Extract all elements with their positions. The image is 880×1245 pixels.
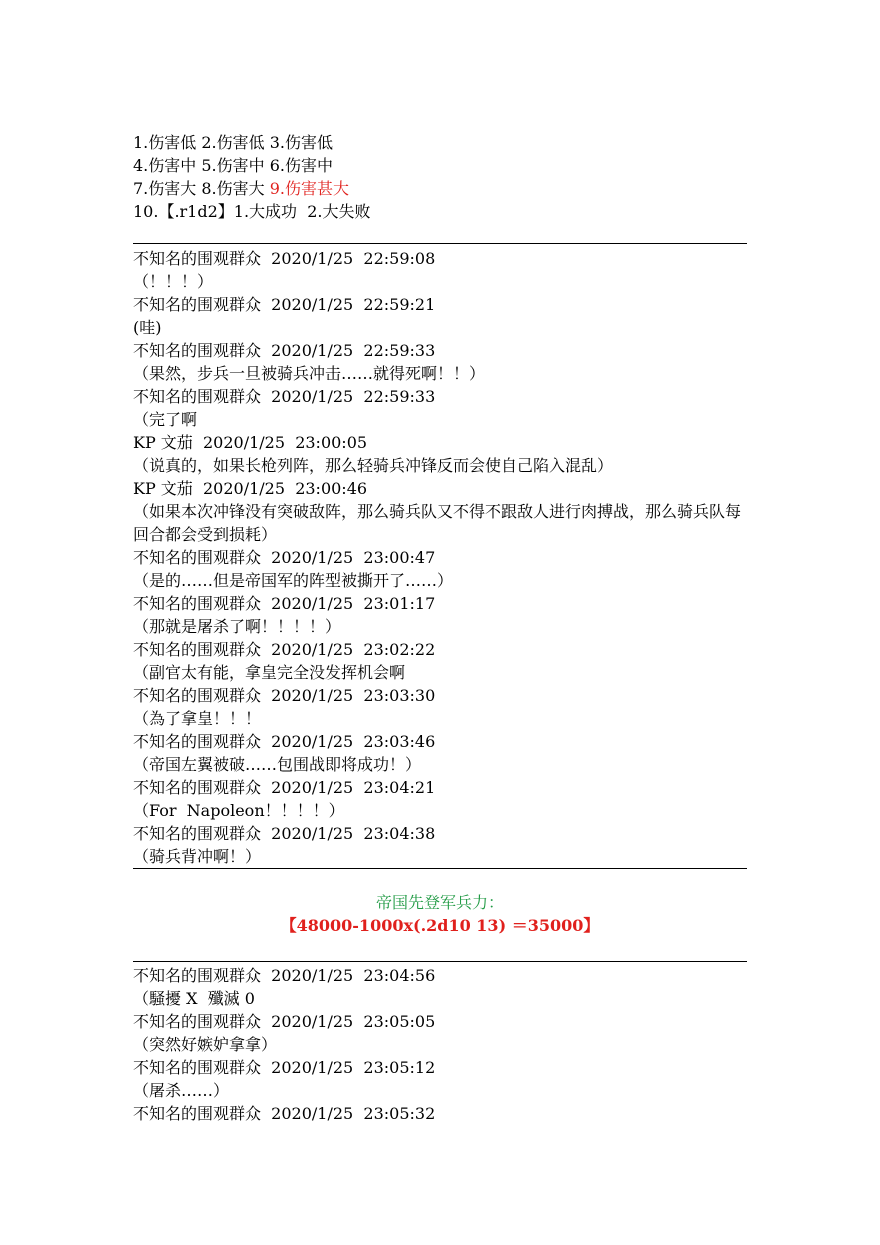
chat-message: （那就是屠杀了啊！！！！）	[133, 617, 342, 636]
option-row-3	[133, 177, 349, 200]
divider-top	[133, 243, 747, 244]
option-row-1: 1.伤害低 2.伤害低 3.伤害低	[133, 133, 333, 152]
chat-message: （！！！）	[133, 272, 214, 291]
chat-header: KP 文茄 2020/1/25 23:00:05	[133, 433, 368, 452]
chat-header: 不知名的围观群众 2020/1/25 23:04:38	[133, 824, 436, 843]
option-row-2: 4.伤害中 5.伤害中 6.伤害中	[133, 156, 333, 175]
chat-message: （騒擾 X 殲滅 0	[133, 989, 255, 1008]
chat-header: 不知名的围观群众 2020/1/25 22:59:21	[133, 295, 436, 314]
chat-header: 不知名的围观群众 2020/1/25 23:04:56	[133, 966, 436, 985]
chat-message: （是的……但是帝国军的阵型被撕开了……）	[133, 571, 454, 590]
chat-message: （完了啊	[133, 410, 198, 429]
chat-message: （副官太有能，拿皇完全没发挥机会啊	[133, 663, 406, 682]
option-row-3-prefix: 7.伤害大 8.伤害大	[133, 179, 270, 198]
chat-message: （屠杀……）	[133, 1081, 230, 1100]
chat-header: 不知名的围观群众 2020/1/25 22:59:08	[133, 249, 436, 268]
chat-message: （For Napoleon！！！！）	[133, 801, 345, 820]
chat-header: 不知名的围观群众 2020/1/25 23:00:47	[133, 548, 436, 567]
chat-header: 不知名的围观群众 2020/1/25 23:04:21	[133, 778, 436, 797]
option-highlight: 9.伤害甚大	[269, 179, 349, 198]
chat-header: 不知名的围观群众 2020/1/25 23:05:12	[133, 1058, 436, 1077]
chat-header: 不知名的围观群众 2020/1/25 23:03:46	[133, 732, 436, 751]
chat-header: 不知名的围观群众 2020/1/25 22:59:33	[133, 341, 436, 360]
divider-lower	[133, 961, 747, 962]
chat-message: （帝国左翼被破……包围战即将成功！）	[133, 755, 422, 774]
chat-message: （如果本次冲锋没有突破敌阵，那么骑兵队又不得不跟敌人进行肉搏战，那么骑兵队每回合都会受到损耗）	[133, 502, 742, 544]
chat-message: （為了拿皇！！！	[133, 709, 262, 728]
chat-header: 不知名的围观群众 2020/1/25 23:01:17	[133, 594, 436, 613]
chat-header: 不知名的围观群众 2020/1/25 22:59:33	[133, 387, 436, 406]
chat-message: （骑兵背冲啊！）	[133, 847, 262, 866]
chat-message: (哇)	[133, 318, 162, 337]
chat-message: （果然，步兵一旦被骑兵冲击……就得死啊！！）	[133, 364, 486, 383]
divider-middle	[133, 868, 747, 869]
chat-header: KP 文茄 2020/1/25 23:00:46	[133, 479, 368, 498]
chat-message: （突然好嫉妒拿拿）	[133, 1035, 278, 1054]
chat-header: 不知名的围观群众 2020/1/25 23:05:32	[133, 1104, 436, 1123]
force-title: 帝国先登军兵力：	[375, 893, 504, 912]
option-row-4: 10.【.r1d2】1.大成功 2.大失败	[133, 202, 371, 221]
chat-header: 不知名的围观群众 2020/1/25 23:03:30	[133, 686, 436, 705]
force-formula: 【48000-1000x(.2d10 13) ＝35000】	[280, 916, 600, 935]
chat-header: 不知名的围观群众 2020/1/25 23:02:22	[133, 640, 436, 659]
chat-header: 不知名的围观群众 2020/1/25 23:05:05	[133, 1012, 436, 1031]
chat-message: （说真的，如果长枪列阵，那么轻骑兵冲锋反而会使自己陷入混乱）	[133, 456, 614, 475]
